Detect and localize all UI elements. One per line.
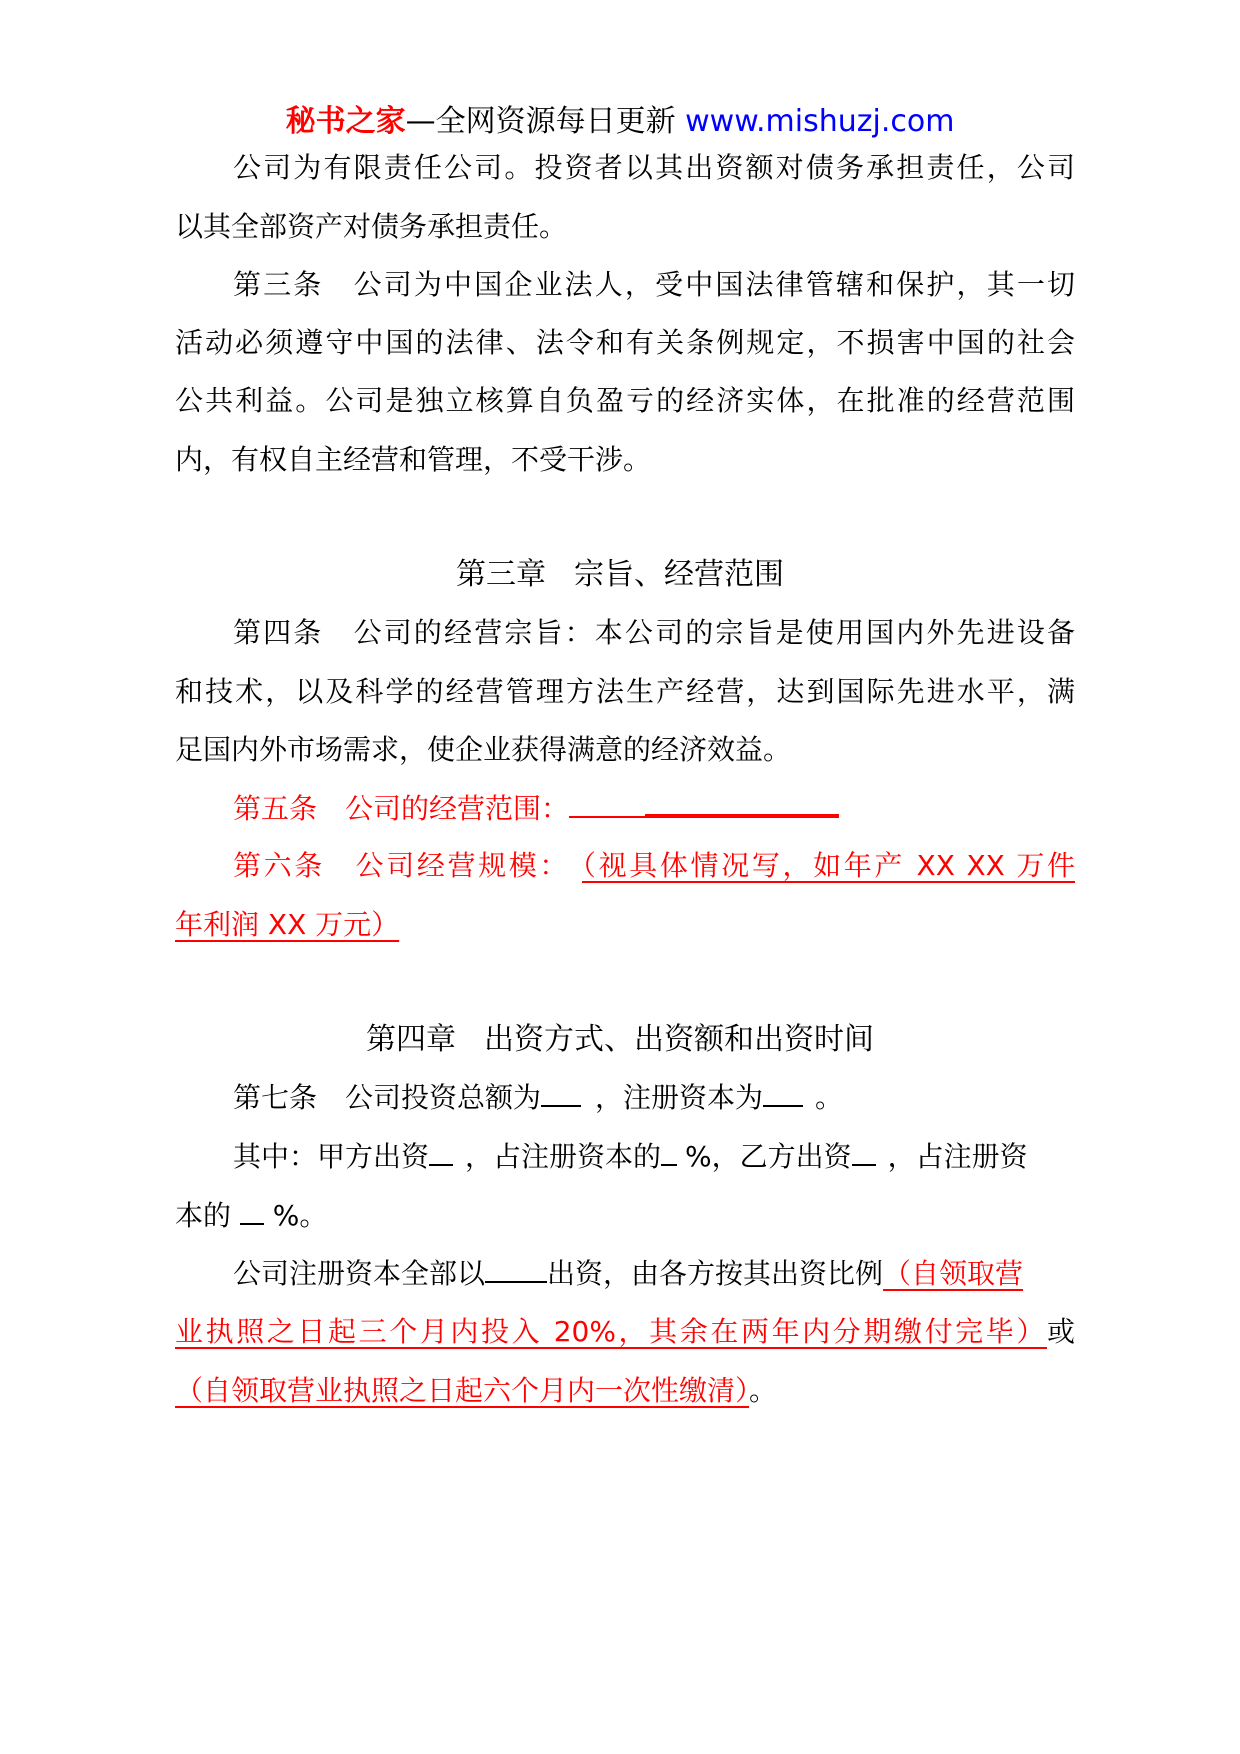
party-b-percent-blank [240,1197,264,1225]
payment-line-3 [175,1371,1075,1411]
chapter3-title: 宗旨、经营范围 [574,557,784,592]
payment-line-2 [175,1312,1075,1352]
business-scope-blank-thin [569,790,645,818]
article7-line [233,1078,1075,1118]
site-brand: 秘书之家 [285,104,406,139]
article3-line-4: 内，有权自主经营和管理，不受干涉。 [175,443,652,476]
article2-line-1: 公司为有限责任公司。投资者以其出资额对债务承担责任，公司 [233,151,1075,184]
article3-line-1 [233,265,1075,305]
article4-line-3: 足国内外市场需求，使企业获得满意的经济效益。 [175,733,792,766]
article7-label: 第七条 [233,1081,318,1114]
article5-line [233,788,1075,829]
article6-line-1 [233,846,1075,886]
payment-text-b: 出资，由各方按其出资比例 [547,1257,884,1290]
payment-end: 。 [749,1374,778,1407]
article3-line-2: 活动必须遵守中国的法律、法令和有关条例规定，不损害中国的社会 [175,326,1075,359]
contribution-text-f: %。 [263,1199,328,1232]
article6-text: 公司经营规模： [352,849,571,882]
site-tagline: —全网资源每日更新 [405,104,686,139]
article6-note-1: （视具体情况写，如年产 XX XX 万件 [582,849,1075,882]
article3-line-3: 公共利益。公司是独立核算自负盈亏的经济实体，在批准的经营范围 [175,384,1075,417]
site-url-link[interactable]: www.mishuzj.com [685,104,955,139]
contribution-line-1 [233,1137,1075,1177]
total-investment-blank [541,1079,581,1107]
article6-line-2 [175,905,1075,945]
business-scope-blank [645,788,839,818]
payment-text-a: 公司注册资本全部以 [233,1257,486,1290]
contribution-line-2 [175,1196,1075,1236]
contribution-text-e: 本的 [175,1199,240,1232]
chapter4-title: 出资方式、出资额和出资时间 [484,1022,874,1057]
chapter3-number: 第三章 [456,557,546,592]
registered-capital-blank [763,1079,803,1107]
article4-line-2: 和技术，以及科学的经营管理方法生产经营，达到国际先进水平，满 [175,675,1075,708]
site-header [0,102,1240,142]
article4-text: 公司的经营宗旨：本公司的宗旨是使用国内外先进设备 [351,616,1075,649]
article5-label: 第五条 [233,792,318,825]
article7-text-a: 公司投资总额为 [345,1081,542,1114]
contribution-text-c: %，乙方出资 [685,1140,852,1173]
article7-text-c: 。 [815,1081,844,1114]
payment-option-1-end: 业执照之日起三个月内投入 20%，其余在两年内分期缴付完毕） [175,1315,1047,1348]
article7-text-b: ，注册资本为 [595,1081,764,1114]
payment-option-2: （自领取营业执照之日起六个月内一次性缴清） [175,1374,750,1407]
article6-note-2: 年利润 XX 万元） [175,908,400,941]
article5-text: 公司的经营范围： [345,792,570,825]
party-b-amount-blank [852,1138,876,1166]
article3-text: 公司为中国企业法人，受中国法律管辖和保护，其一切 [351,268,1075,301]
article2-line-2: 以其全部资产对债务承担责任。 [175,210,568,243]
article3-label: 第三条 [233,268,324,301]
article4-line-1 [233,613,1075,653]
payment-line-1 [233,1254,1075,1294]
payment-method-blank [485,1255,547,1283]
article6-label: 第六条 [233,849,325,882]
contribution-text-b: ，占注册资本的 [465,1140,662,1173]
chapter4-heading [0,1020,1240,1060]
contribution-text-d: ，占注册资 [887,1140,1028,1173]
chapter4-number: 第四章 [366,1022,456,1057]
contribution-text-a: 其中：甲方出资 [233,1140,430,1173]
article4-label: 第四条 [233,616,324,649]
party-a-amount-blank [429,1138,453,1166]
payment-option-1-start: （自领取营 [883,1257,1024,1290]
chapter3-heading [0,555,1240,595]
payment-or: 或 [1046,1315,1075,1348]
party-a-percent-blank [661,1138,677,1166]
